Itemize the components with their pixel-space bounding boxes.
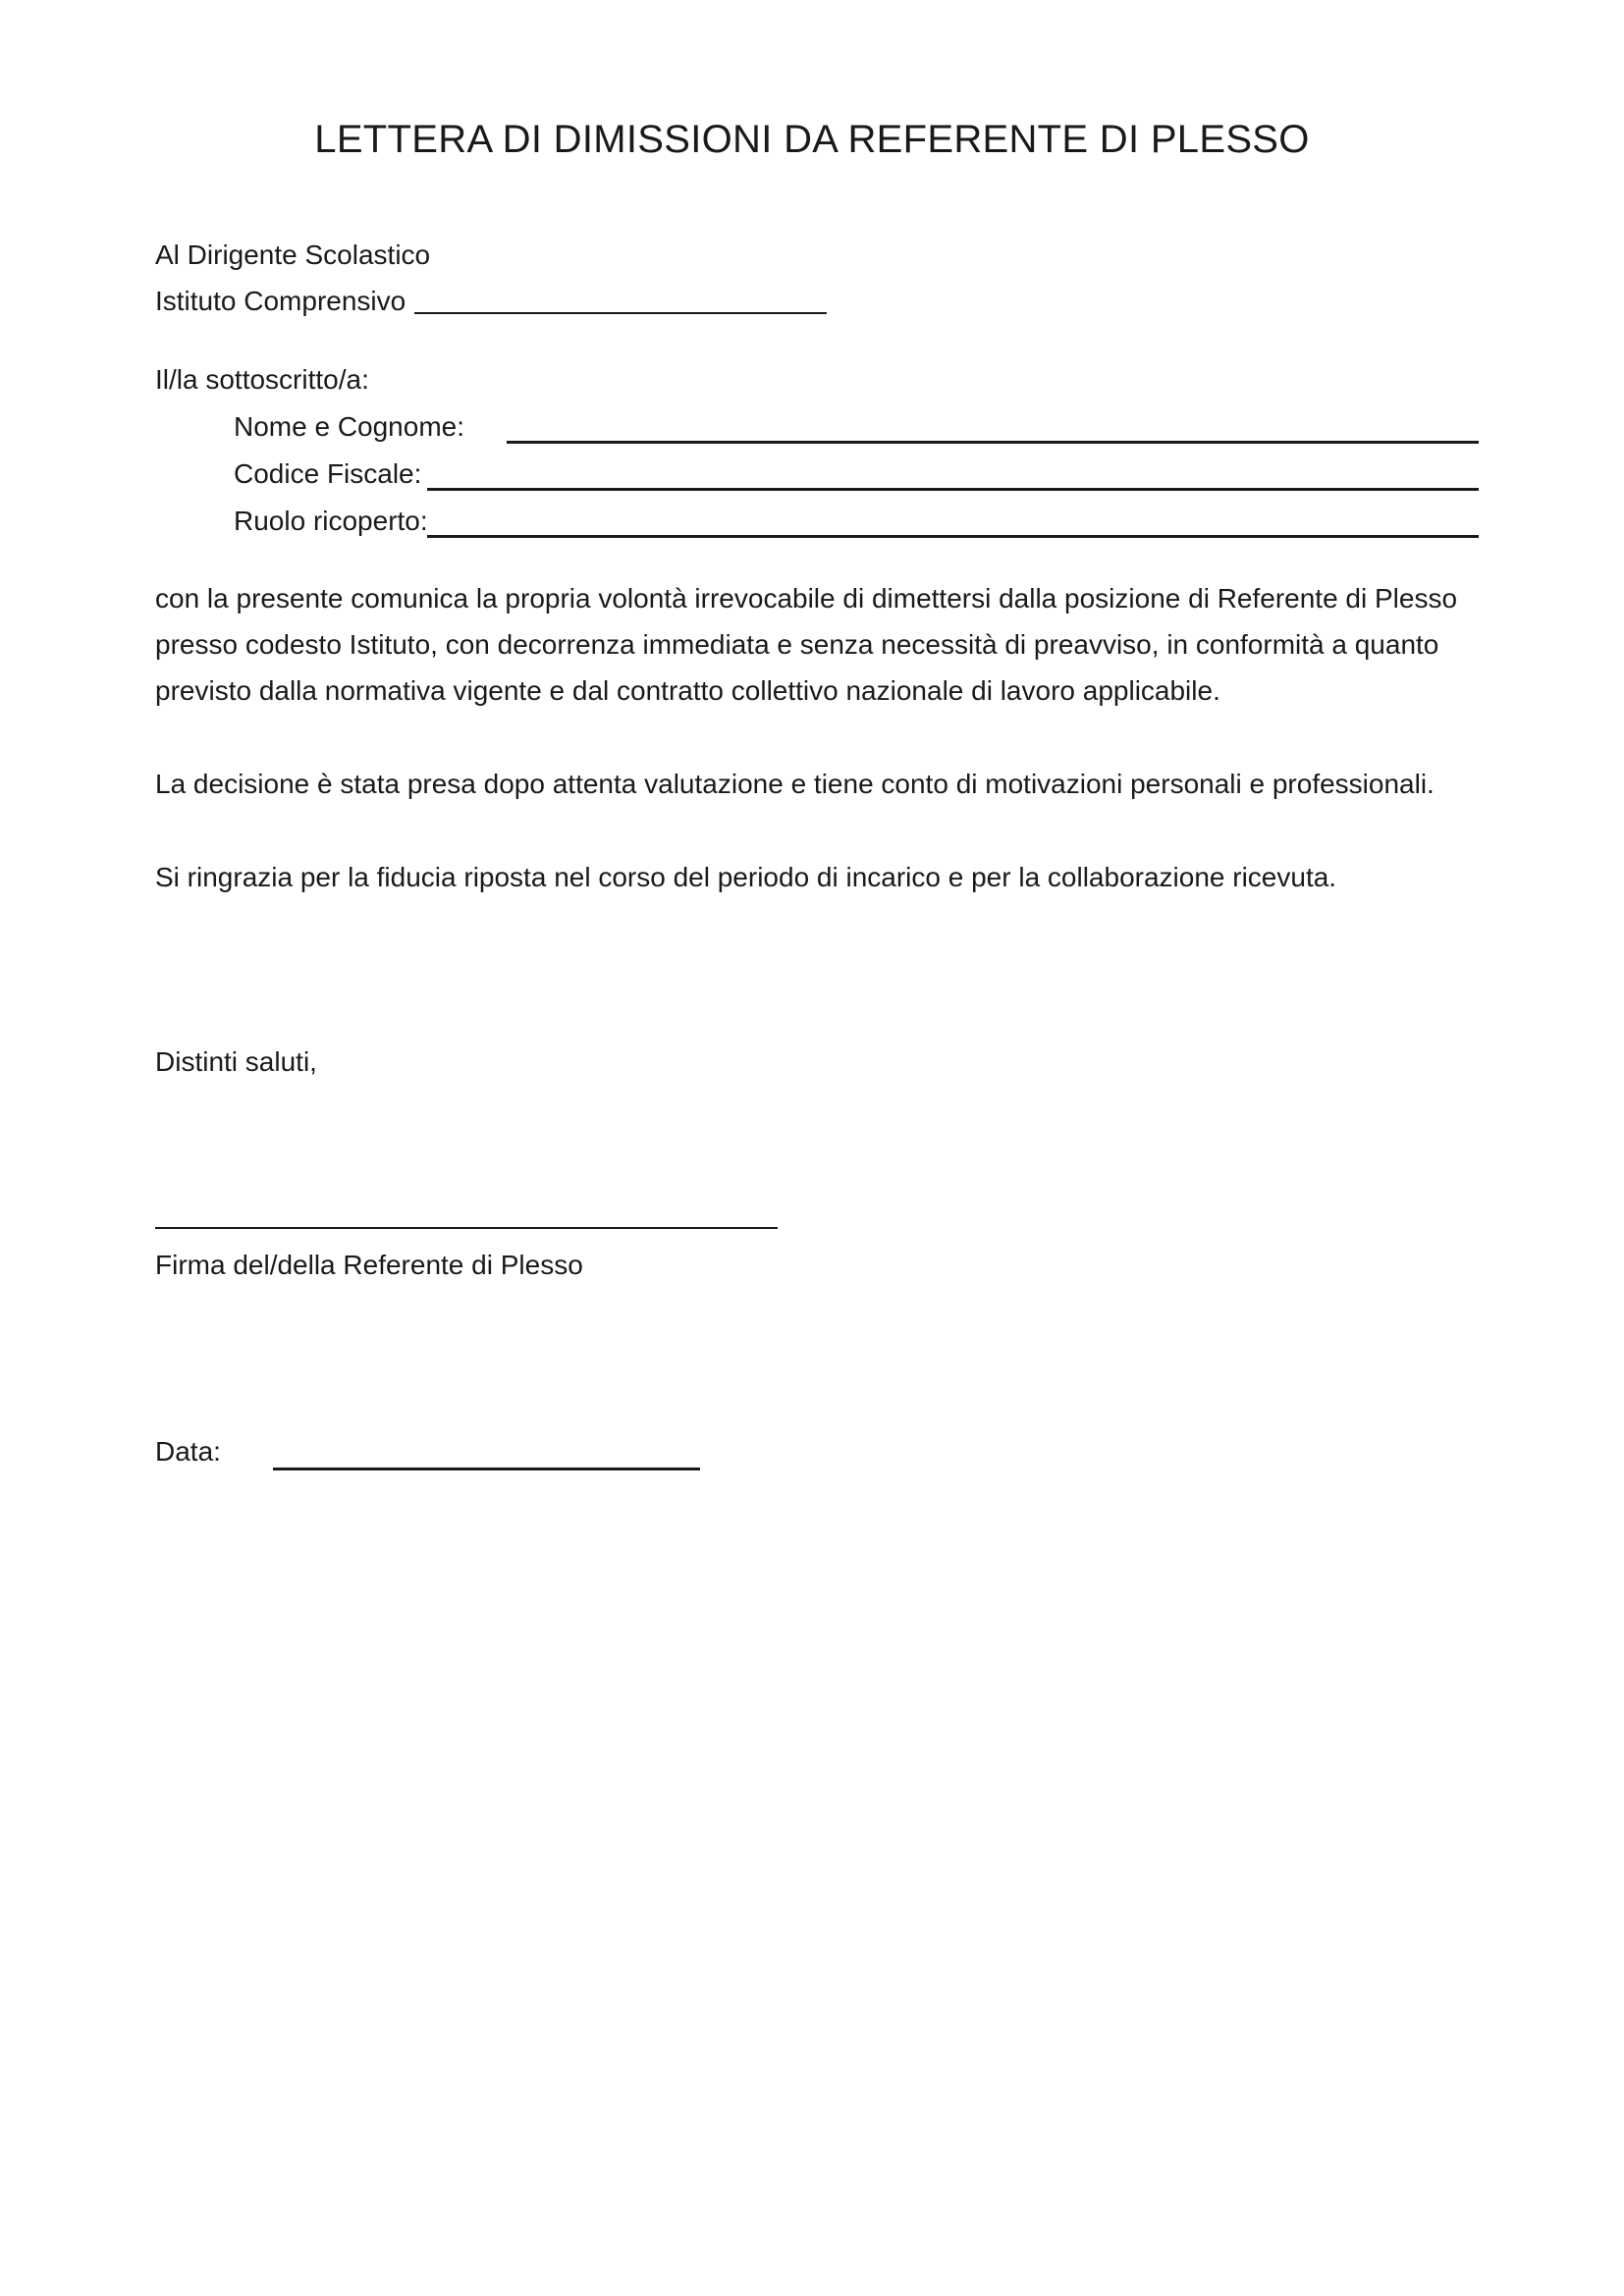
date-line[interactable] (273, 1468, 700, 1470)
signer-intro: Il/la sottoscritto/a: (155, 364, 369, 395)
recipient-line-1: Al Dirigente Scolastico (155, 240, 431, 270)
body-paragraph-1-line-1: con la presente comunica la propria volontà irrevocabile di dimettersi dalla posizione di Referente di Plesso (155, 583, 1458, 614)
body-paragraph-1-line-2: presso codesto Istituto, con decorrenza immediata e senza necessità di preavviso, in conformità a quanto (155, 629, 1439, 660)
body-paragraph-3: Si ringrazia per la fiducia riposta nel corso del periodo di incarico e per la collaborazione ricevuta. (155, 862, 1337, 892)
body-paragraph-2: La decisione è stata presa dopo attenta valutazione e tiene conto di motivazioni personali e professionali. (155, 769, 1435, 799)
closing-salutation: Distinti saluti, (155, 1046, 317, 1077)
name-field-label: Nome e Cognome: (234, 411, 465, 442)
signature-label: Firma del/della Referente di Plesso (155, 1250, 583, 1280)
signature-line[interactable] (155, 1227, 778, 1229)
role-field-label: Ruolo ricoperto: (234, 506, 428, 536)
recipient-line-2: Istituto Comprensivo (155, 286, 406, 316)
document-title: LETTERA DI DIMISSIONI DA REFERENTE DI PLESSO (314, 118, 1310, 161)
school-name-blank[interactable] (414, 312, 827, 314)
role-field-line[interactable] (427, 535, 1479, 538)
tax-code-field-label: Codice Fiscale: (234, 458, 422, 489)
date-label: Data: (155, 1436, 221, 1467)
body-paragraph-1-line-3: previsto dalla normativa vigente e dal contratto collettivo nazionale di lavoro applicabile. (155, 675, 1220, 706)
tax-code-field-line[interactable] (427, 488, 1479, 491)
name-field-line[interactable] (507, 441, 1479, 444)
